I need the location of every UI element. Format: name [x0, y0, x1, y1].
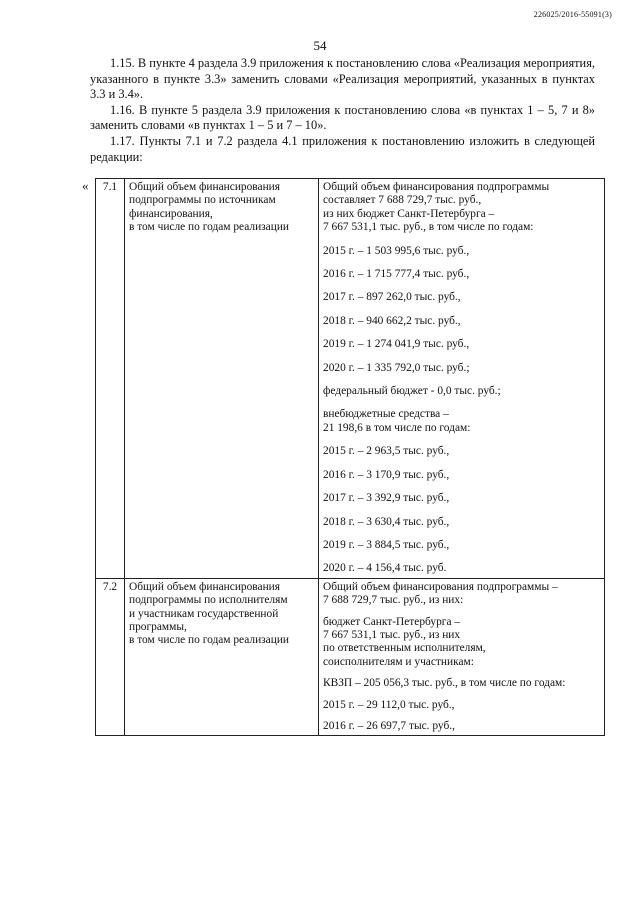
value-line: 2018 г. – 940 662,2 тыс. руб., [323, 314, 461, 327]
value-block [323, 291, 600, 304]
table-row [96, 578, 605, 736]
value-line: 7 688 729,7 тыс. руб., из них: [323, 594, 464, 607]
value-line: 2020 г. – 4 156,4 тыс. руб. [323, 562, 447, 575]
table-row [96, 179, 605, 579]
description-line: подпрограммы по источникам [129, 194, 276, 207]
row-description [125, 179, 319, 579]
value-line: Общий объем финансирования подпрограммы [323, 181, 550, 193]
value-block [323, 338, 600, 351]
value-line: соисполнителям и участникам: [323, 655, 474, 668]
value-block [323, 492, 600, 505]
value-line: внебюджетные средства – [323, 408, 449, 421]
value-line: 2019 г. – 1 274 041,9 тыс. руб., [323, 338, 470, 351]
value-block [323, 245, 600, 258]
value-block [323, 181, 600, 235]
financing-table [95, 178, 605, 736]
value-line: 2018 г. – 3 630,4 тыс. руб., [323, 515, 450, 528]
page-number: 54 [313, 38, 327, 53]
value-line: 2016 г. – 26 697,7 тыс. руб., [323, 719, 455, 732]
value-block [323, 562, 600, 575]
value-line: 2016 г. – 3 170,9 тыс. руб., [323, 468, 450, 481]
value-line: 2015 г. – 1 503 995,6 тыс. руб., [323, 244, 470, 257]
value-line: бюджет Санкт-Петербурга – [323, 615, 461, 628]
row-description [125, 578, 319, 736]
description-line: подпрограммы по исполнителям [129, 594, 288, 607]
value-line: 2020 г. – 1 335 792,0 тыс. руб.; [323, 361, 470, 374]
value-line: по ответственным исполнителям, [323, 642, 486, 655]
value-block [323, 315, 600, 328]
value-block [323, 362, 600, 375]
value-line: федеральный бюджет - 0,0 тыс. руб.; [323, 385, 501, 398]
value-line: составляет 7 688 729,7 тыс. руб., [323, 194, 482, 207]
document-id: 226025/2016-55091(3) [533, 10, 612, 19]
opening-quote-mark: « [82, 178, 89, 193]
value-block [323, 408, 600, 435]
value-block [323, 445, 600, 458]
value-line: 2015 г. – 29 112,0 тыс. руб., [323, 698, 455, 711]
value-block [323, 539, 600, 552]
value-line: КВЗП – 205 056,3 тыс. руб., в том числе по годам: [323, 677, 566, 690]
row-number: 7.1 [96, 179, 125, 579]
value-line: 2019 г. – 3 884,5 тыс. руб., [323, 538, 450, 551]
description-line: Общий объем финансирования [129, 580, 281, 593]
description-line: в том числе по годам реализации [129, 221, 290, 234]
value-line: 2017 г. – 897 262,0 тыс. руб., [323, 291, 461, 304]
value-block [323, 516, 600, 529]
value-block [323, 581, 600, 608]
value-line: из них бюджет Санкт-Петербурга – [323, 207, 495, 220]
value-line: 7 667 531,1 тыс. руб., в том числе по годам: [323, 221, 534, 234]
value-block [323, 268, 600, 281]
row-number: 7.2 [96, 578, 125, 736]
description-line: в том числе по годам реализации [129, 634, 290, 647]
value-block [323, 616, 600, 670]
description-line: программы, [129, 620, 187, 633]
value-line: 2016 г. – 1 715 777,4 тыс. руб., [323, 268, 470, 281]
value-block [323, 699, 600, 712]
paragraph-1-17: 1.17. Пункты 7.1 и 7.2 раздела 4.1 приложения к постановлению изложить в следующей редакции: [90, 133, 595, 164]
value-block [323, 720, 600, 733]
value-block [323, 469, 600, 482]
value-line: Общий объем финансирования подпрограммы – [323, 580, 558, 593]
description-line: и участникам государственной [129, 607, 279, 620]
description-line: Общий объем финансирования [129, 181, 281, 193]
paragraph-1-16: 1.16. В пункте 5 раздела 3.9 приложения к постановлению слова «в пунктах 1 – 5, 7 и 8» заменить словами «в пунктах 1 – 5 и 7 – 10». [90, 102, 595, 133]
intro-paragraphs [90, 56, 595, 165]
value-block [323, 385, 600, 398]
value-block [323, 677, 600, 690]
value-line: 21 198,6 в том числе по годам: [323, 421, 471, 434]
row-values [319, 179, 605, 579]
paragraph-1-15: 1.15. В пункте 4 раздела 3.9 приложения к постановлению слова «Реализация мероприятия, указанного в пункте 3.3» заменить словами «Реализация мероприятий, указанных в пунктах 3.3 и 3.4». [90, 56, 595, 102]
value-line: 2017 г. – 3 392,9 тыс. руб., [323, 492, 450, 505]
description-line: финансирования, [129, 207, 213, 220]
value-line: 7 667 531,1 тыс. руб., из них [323, 628, 461, 641]
row-values [319, 578, 605, 736]
value-line: 2015 г. – 2 963,5 тыс. руб., [323, 445, 450, 458]
